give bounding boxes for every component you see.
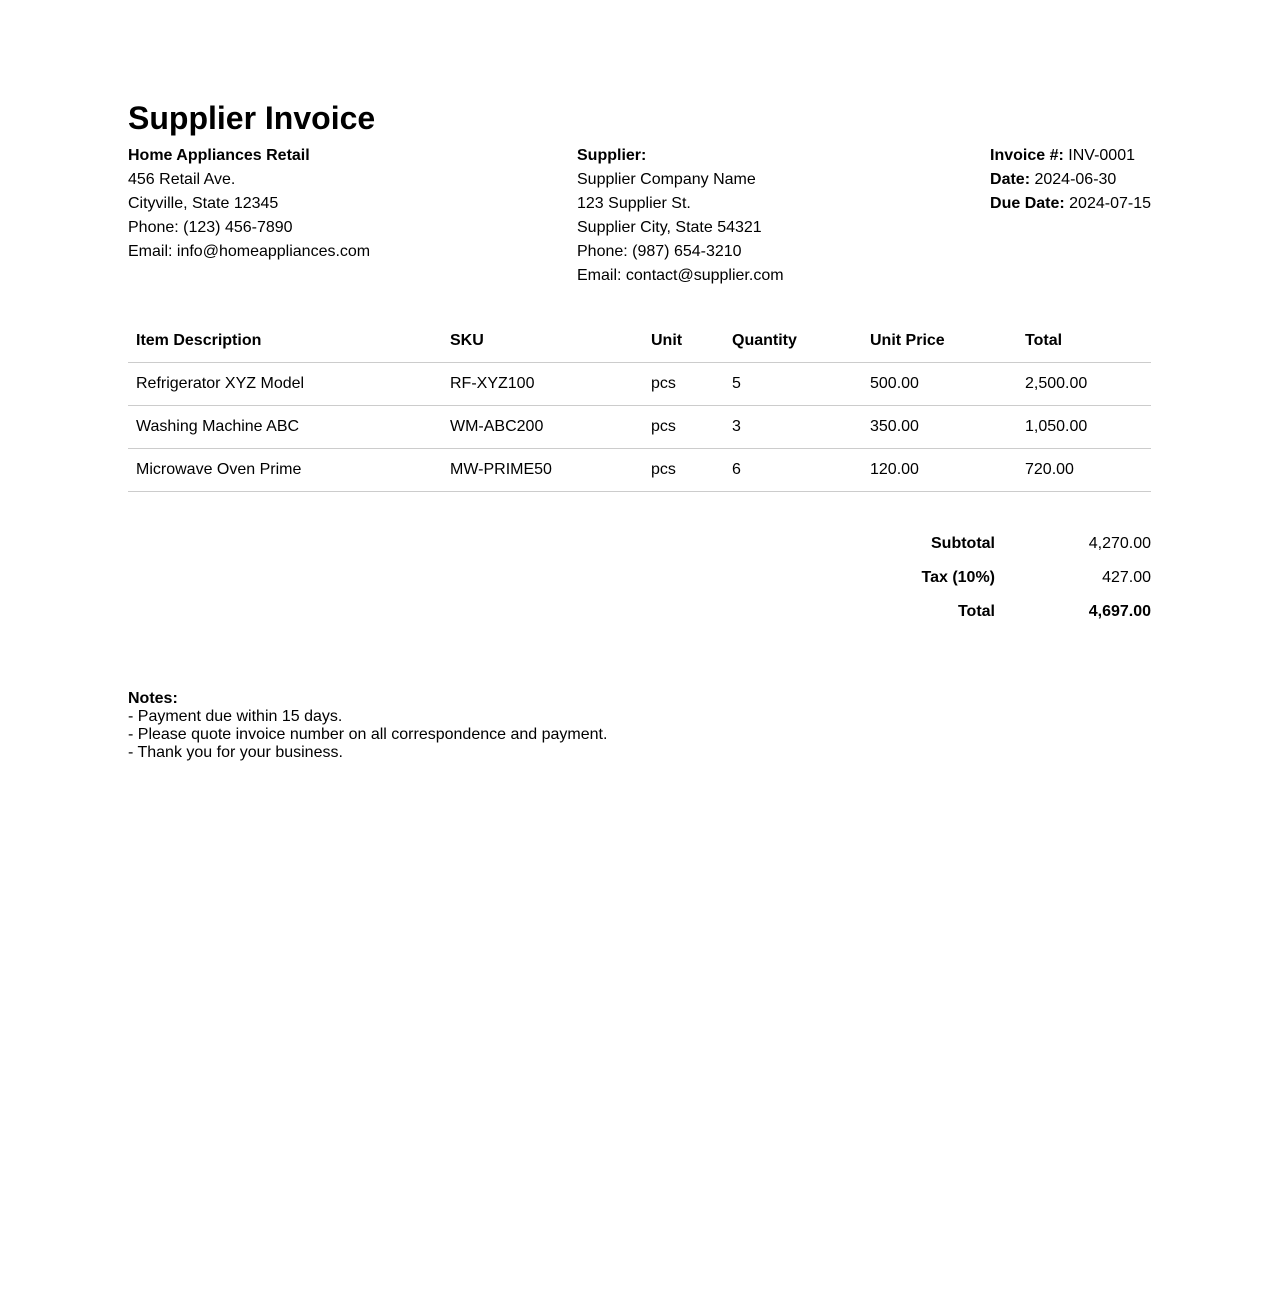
note-line: - Thank you for your business. <box>128 744 343 761</box>
grand-total-label: Total <box>957 603 995 620</box>
tax-value: 427.00 <box>1102 569 1151 586</box>
cell-total: 2,500.00 <box>1017 363 1151 406</box>
grand-total-value: 4,697.00 <box>1088 603 1151 620</box>
invoice-meta <box>990 144 1151 216</box>
col-header-quantity: Quantity <box>724 320 862 363</box>
invoice-date-label: Date: <box>990 171 1031 188</box>
invoice-due-date <box>990 192 1151 216</box>
invoice-number <box>990 144 1151 168</box>
totals-section <box>795 527 1151 629</box>
cell-unit-price: 350.00 <box>862 406 1017 449</box>
table-row <box>128 449 1151 492</box>
cell-sku: RF-XYZ100 <box>442 363 643 406</box>
col-header-sku: SKU <box>442 320 643 363</box>
supplier-info <box>577 144 784 288</box>
buyer-phone: Phone: (123) 456-7890 <box>128 219 293 236</box>
cell-description: Washing Machine ABC <box>128 406 442 449</box>
note-line: - Payment due within 15 days. <box>128 708 343 725</box>
subtotal-value: 4,270.00 <box>1088 535 1151 552</box>
cell-unit-price: 120.00 <box>862 449 1017 492</box>
grand-total-row <box>795 595 1151 629</box>
cell-description: Microwave Oven Prime <box>128 449 442 492</box>
supplier-address: 123 Supplier St. <box>577 195 691 212</box>
due-date-label: Due Date: <box>990 195 1065 212</box>
cell-total: 1,050.00 <box>1017 406 1151 449</box>
cell-total: 720.00 <box>1017 449 1151 492</box>
col-header-unit-price: Unit Price <box>862 320 1017 363</box>
cell-unit: pcs <box>643 449 724 492</box>
supplier-heading: Supplier: <box>577 147 647 164</box>
note-line: - Please quote invoice number on all correspondence and payment. <box>128 726 608 743</box>
tax-row <box>795 561 1151 595</box>
cell-quantity: 3 <box>724 406 862 449</box>
cell-unit: pcs <box>643 363 724 406</box>
invoice-header <box>128 144 1151 294</box>
col-header-total: Total <box>1017 320 1151 363</box>
subtotal-row <box>795 527 1151 561</box>
col-header-description: Item Description <box>128 320 442 363</box>
cell-quantity: 6 <box>724 449 862 492</box>
cell-quantity: 5 <box>724 363 862 406</box>
buyer-city: Cityville, State 12345 <box>128 195 279 212</box>
notes-heading: Notes: <box>128 690 178 707</box>
notes-section <box>128 690 607 762</box>
invoice-date <box>990 168 1151 192</box>
col-header-unit: Unit <box>643 320 724 363</box>
invoice-number-label: Invoice #: <box>990 147 1064 164</box>
supplier-phone: Phone: (987) 654-3210 <box>577 243 742 260</box>
supplier-city: Supplier City, State 54321 <box>577 219 762 236</box>
invoice-date-value: 2024-06-30 <box>1034 171 1117 188</box>
cell-unit: pcs <box>643 406 724 449</box>
buyer-address: 456 Retail Ave. <box>128 171 236 188</box>
cell-sku: MW-PRIME50 <box>442 449 643 492</box>
due-date-value: 2024-07-15 <box>1069 195 1151 212</box>
table-row <box>128 406 1151 449</box>
table-header-row <box>128 320 1151 363</box>
cell-unit-price: 500.00 <box>862 363 1017 406</box>
page-title: Supplier Invoice <box>128 100 376 136</box>
cell-sku: WM-ABC200 <box>442 406 643 449</box>
buyer-email: Email: info@homeappliances.com <box>128 243 371 260</box>
tax-label: Tax (10%) <box>921 569 995 586</box>
subtotal-label: Subtotal <box>931 535 995 552</box>
supplier-name: Supplier Company Name <box>577 171 756 188</box>
invoice-number-value: INV-0001 <box>1068 147 1135 164</box>
cell-description: Refrigerator XYZ Model <box>128 363 442 406</box>
line-items-table <box>128 320 1151 492</box>
buyer-name: Home Appliances Retail <box>128 147 310 164</box>
table-row <box>128 363 1151 406</box>
supplier-email: Email: contact@supplier.com <box>577 267 784 284</box>
buyer-info <box>128 144 370 264</box>
